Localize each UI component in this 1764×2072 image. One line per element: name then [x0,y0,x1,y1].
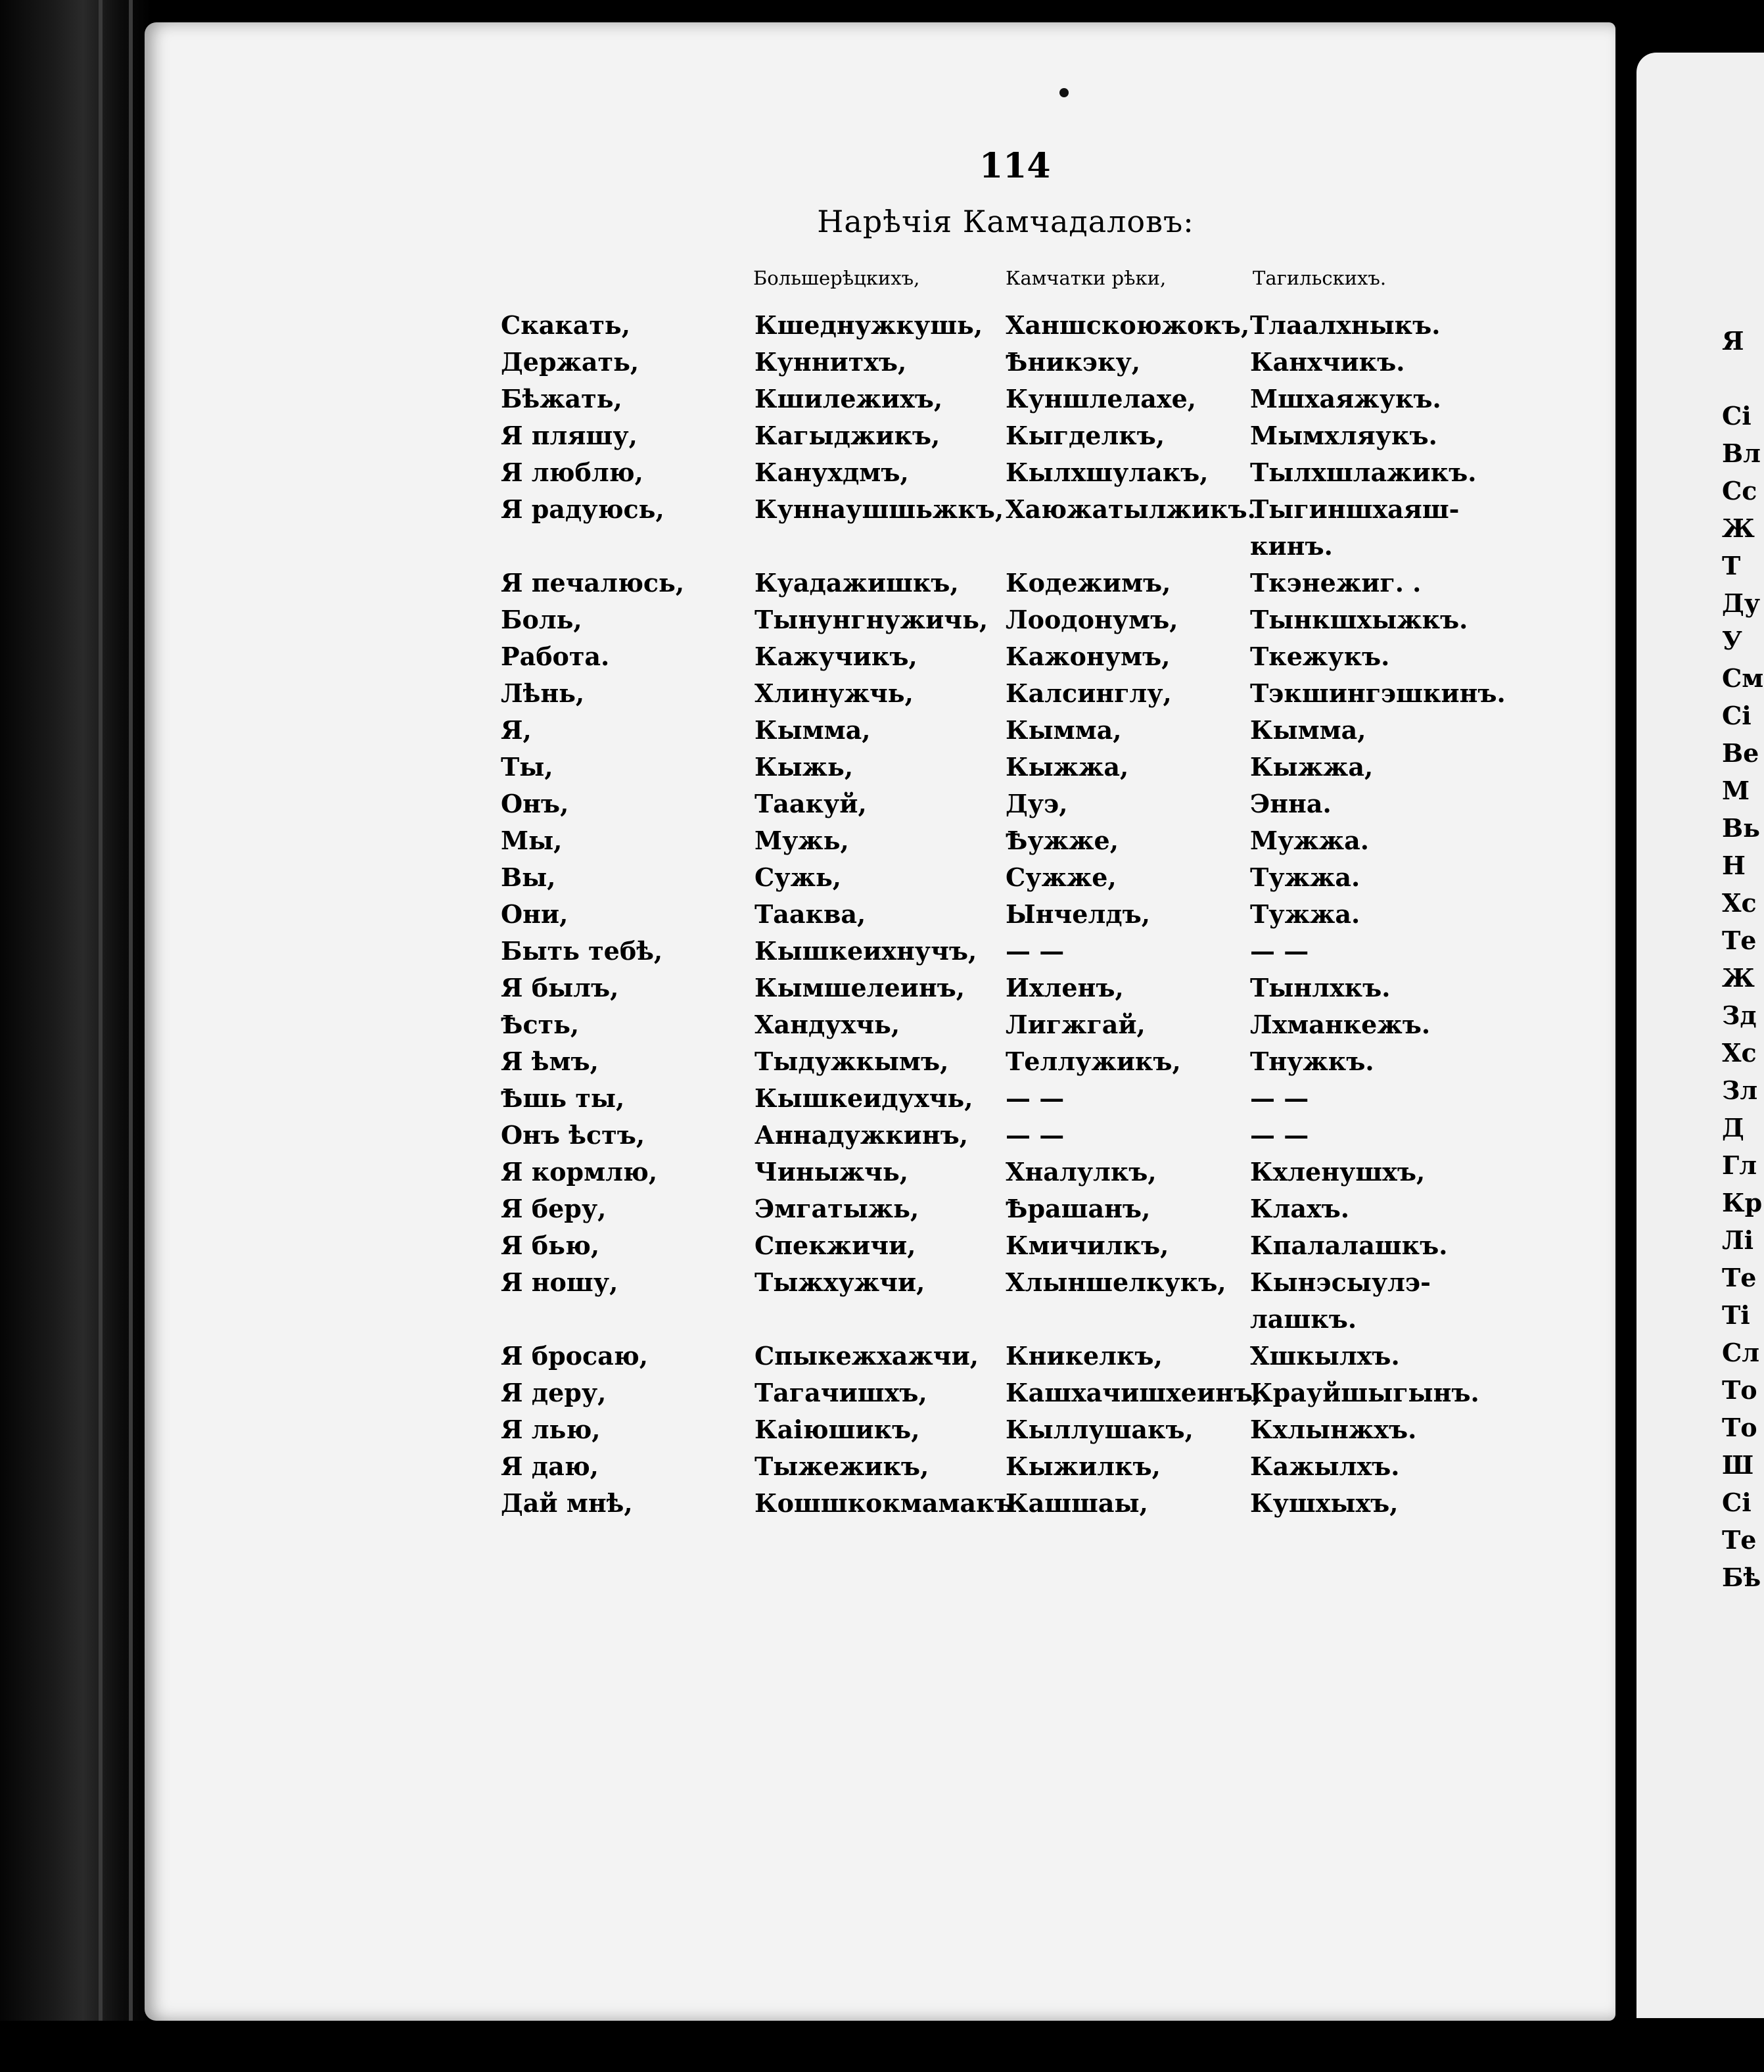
russian-word: Я пляшу, [501,421,638,450]
dialect-word: Кашхачишхеинъ, [1006,1378,1262,1407]
dialect-word: Аннадужкинъ, [754,1120,969,1150]
table-row [494,1229,1480,1266]
russian-word: Ѣсть, [501,1010,580,1039]
russian-word: Я ношу, [501,1267,618,1297]
dialect-word: Кшеднужкушь, [754,310,983,340]
russian-word: Я ѣмъ, [501,1047,599,1076]
page-title: Нарѣчія Камчадаловъ: [817,204,1194,239]
table-row [494,456,1480,493]
russian-word: Я даю, [501,1451,599,1481]
russian-word: Я, [501,715,532,745]
dialect-word: лашкъ. [1250,1304,1357,1334]
russian-word: Быть тебѣ, [501,936,663,966]
table-row [494,1192,1480,1229]
table-row [494,972,1480,1008]
ink-dot [1059,88,1069,97]
dialect-word: Тынкшхыжкъ. [1250,605,1468,634]
table-row [494,1119,1480,1156]
table-row [494,530,1480,567]
dialect-word: Тынунгнужичь, [754,605,988,634]
table-row [494,1340,1480,1377]
fragment-line: Я [1722,326,1744,356]
russian-word: Ты, [501,752,553,782]
fragment-line: Те [1722,926,1757,955]
scan-border [0,2021,1764,2072]
dialect-word: Спыкежхажчи, [754,1341,979,1371]
dialect-word: Клахъ. [1250,1194,1350,1223]
dialect-word: Хаюжатылжикъ. [1006,494,1256,524]
dialect-word: Лхманкежъ. [1250,1010,1431,1039]
table-row [494,677,1506,714]
table-row [494,640,1480,677]
dialect-word: Ѣрашанъ, [1006,1194,1151,1223]
table-row [494,493,1480,530]
dialect-word: Крауйшыгынъ. [1250,1378,1479,1407]
table-row [494,751,1480,788]
dialect-word: Эмгатыжь, [754,1194,919,1223]
table-row [494,935,1480,972]
dialect-word: Кмичилкъ, [1006,1231,1169,1260]
dialect-word: Куадажишкъ, [754,568,959,598]
fragment-line: Гл [1722,1150,1757,1180]
dialect-word: Хлыншелкукъ, [1006,1267,1226,1297]
fragment-line: Кр [1722,1188,1763,1217]
dialect-word: Ткежукъ. [1250,642,1390,671]
dialect-word: Кпалалашкъ. [1250,1231,1448,1260]
dialect-word: Куннаушшьжкъ, [754,494,1004,524]
dialect-word: Кышкеидухчь, [754,1083,973,1113]
russian-word: Я печалюсь, [501,568,685,598]
fragment-line: Д [1722,1113,1744,1142]
russian-word: Я люблю, [501,458,643,487]
table-row [494,1266,1480,1303]
table-row [494,788,1480,824]
dialect-word: Куннитхъ, [754,347,907,377]
fragment-line: Сі [1722,701,1752,730]
dialect-word: Мымхляукъ. [1250,421,1437,450]
fragment-line: Ве [1722,738,1759,768]
fragment-line: Сі [1722,1488,1752,1517]
fragment-line: Те [1722,1525,1757,1555]
fragment-line: Сі [1722,401,1752,431]
dialect-word: Лигжгай, [1006,1010,1146,1039]
spine-edge-line [99,0,103,2072]
dialect-word: Тнужкъ. [1250,1047,1374,1076]
table-row [494,1450,1480,1487]
dialect-word: кинъ. [1250,531,1333,561]
russian-word: Я бросаю, [501,1341,648,1371]
table-row [494,567,1480,603]
dialect-word: Тыдужкымъ, [754,1047,949,1076]
russian-word: Они, [501,899,569,929]
fragment-line: Т [1722,551,1741,580]
russian-word: Ѣшь ты, [501,1083,625,1113]
fragment-line: То [1722,1413,1757,1442]
fragment-line: См [1722,663,1764,693]
russian-word: Я деру, [501,1378,607,1407]
fragment-line: Зд [1722,1001,1757,1030]
fragment-line: Ж [1722,963,1755,993]
dialect-word: Ткэнежиг. . [1250,568,1422,598]
table-row [494,1303,1480,1340]
fragment-line: Бѣ [1722,1563,1761,1592]
fragment-line: У [1722,626,1742,655]
dialect-word: — — [1006,1083,1065,1113]
dialect-word: Таакуй, [754,789,867,818]
dialect-word: Кыжжа, [1250,752,1374,782]
dialect-word: Тынлхкъ. [1250,973,1391,1002]
dialect-word: Тлаалхныкъ. [1250,310,1441,340]
fragment-line: Вл [1722,438,1761,468]
dialect-word: Кникелкъ, [1006,1341,1163,1371]
dialect-word: — — [1006,936,1065,966]
dialect-word: Кхлынжхъ. [1250,1415,1417,1444]
dialect-word: Кагыджикъ, [754,421,940,450]
fragment-line: Ж [1722,513,1755,543]
dialect-word: Лоодонумъ, [1006,605,1178,634]
russian-word: Онъ ѣстъ, [501,1120,645,1150]
dialect-word: Кхленушхъ, [1250,1157,1426,1187]
dialect-word: Тыгиншхаяш- [1250,494,1460,524]
russian-word: Онъ, [501,789,569,818]
dialect-word: Кажучикъ, [754,642,917,671]
dialect-word: Кымма, [754,715,871,745]
dialect-word: Тэкшингэшкинъ. [1250,678,1506,708]
dialect-word: Тылхшлажикъ. [1250,458,1477,487]
dialect-word: Кымма, [1006,715,1122,745]
fragment-line: Те [1722,1263,1757,1292]
fragment-line: Зл [1722,1075,1758,1105]
dialect-word: Куншлелахе, [1006,384,1196,413]
dialect-word: Тужжа. [1250,862,1360,892]
column-headers [723,267,1512,300]
russian-word: Я бью, [501,1231,600,1260]
dialect-word: Кыжжа, [1006,752,1129,782]
dialect-word: Кымма, [1250,715,1366,745]
dialect-word: Теллужикъ, [1006,1047,1181,1076]
dialect-word: Чиныжчь, [754,1157,908,1187]
right-page-text-fragment [1722,322,1764,1596]
dialect-word: Кошшкокмамакъ [754,1488,1013,1518]
dialect-word: Кажонумъ, [1006,642,1171,671]
dialect-word: Кышкеихнучъ, [754,936,977,966]
dialect-word: Мужжа. [1250,826,1369,855]
dialect-word: Кушхыхъ, [1250,1488,1399,1518]
dialect-word: Кыжилкъ, [1006,1451,1161,1481]
fragment-line: Лі [1722,1225,1754,1255]
table-row [494,1045,1480,1082]
dialect-word: Кыжь, [754,752,854,782]
dialect-word: Хлинужчь, [754,678,914,708]
table-row [494,603,1480,640]
dialect-word: Тагачишхъ, [754,1378,927,1407]
table-row [494,1082,1480,1119]
russian-word: Я былъ, [501,973,619,1002]
fragment-line: Сл [1722,1338,1760,1367]
column-header: Камчатки рѣки, [1006,267,1167,289]
fragment-line: Хс [1722,1038,1757,1068]
column-header: Тагильскихъ. [1253,267,1387,289]
fragment-line: Н [1722,851,1746,880]
dialect-word: Ѣужже, [1006,826,1119,855]
fragment-line [1722,360,1764,397]
spine-edge-line [129,0,133,2072]
fragment-line: То [1722,1375,1757,1405]
dialect-word: Кажылхъ. [1250,1451,1400,1481]
dialect-word: Тужжа. [1250,899,1360,929]
dialect-word: Канухдмъ, [754,458,909,487]
dialect-word: Тааква, [754,899,866,929]
table-row [494,419,1480,456]
table-row [494,1377,1480,1413]
dialect-word: — — [1250,1120,1309,1150]
dialect-word: Дуэ, [1006,789,1068,818]
dialect-word: — — [1250,1083,1309,1113]
dialect-word: Ихленъ, [1006,973,1124,1002]
russian-word: Я радуюсь, [501,494,664,524]
russian-word: Бѣжать, [501,384,622,413]
russian-word: Я лью, [501,1415,601,1444]
vocabulary-table [494,309,1506,1524]
dialect-word: Спекжичи, [754,1231,916,1260]
table-row [494,1487,1480,1524]
russian-word: Мы, [501,826,563,855]
dialect-word: Тыжхужчи, [754,1267,925,1297]
dialect-word: Ынчелдъ, [1006,899,1150,929]
dialect-word: Хналулкъ, [1006,1157,1157,1187]
russian-word: Скакать, [501,310,630,340]
dialect-word: Сужже, [1006,862,1117,892]
fragment-line: М [1722,776,1750,805]
table-row [494,383,1480,419]
dialect-word: Кынэсыулэ- [1250,1267,1431,1297]
dialect-word: Кыгделкъ, [1006,421,1165,450]
dialect-word: Кашшаы, [1006,1488,1148,1518]
fragment-line: Вь [1722,813,1760,843]
russian-word: Боль, [501,605,582,634]
dialect-word: Калсинглу, [1006,678,1172,708]
table-row [494,346,1480,383]
dialect-word: Мужь, [754,826,849,855]
dialect-word: Кыллушакъ, [1006,1415,1194,1444]
russian-word: Вы, [501,862,556,892]
table-row [494,824,1480,861]
dialect-word: — — [1006,1120,1065,1150]
dialect-word: — — [1250,936,1309,966]
dialect-word: Кодежимъ, [1006,568,1171,598]
dialect-word: Ханшскоюжокъ, [1006,310,1250,340]
dialect-word: Энна. [1250,789,1332,818]
fragment-line: Ш [1722,1450,1754,1480]
russian-word: Я кормлю, [501,1157,658,1187]
dialect-word: Кымшелеинъ, [754,973,965,1002]
russian-word: Я беру, [501,1194,607,1223]
dialect-word: Мшхаяжукъ. [1250,384,1441,413]
page-number: 114 [979,146,1051,186]
dialect-word: Сужь, [754,862,841,892]
russian-word: Лѣнь, [501,678,585,708]
table-row [494,1156,1480,1192]
fragment-line: Ду [1722,588,1761,618]
dialect-word: Хшкылхъ. [1250,1341,1400,1371]
table-row [494,1413,1480,1450]
dialect-word: Кылхшулакъ, [1006,458,1209,487]
russian-word: Держать, [501,347,639,377]
russian-word: Работа. [501,642,610,671]
russian-word: Дай мнѣ, [501,1488,633,1518]
table-row [494,898,1480,935]
fragment-line: Ті [1722,1300,1750,1330]
table-row [494,309,1480,346]
column-header: Большерѣцкихъ, [753,267,920,289]
dialect-word: Тыжежикъ, [754,1451,929,1481]
fragment-line: Сс [1722,476,1757,506]
dialect-word: Каіюшикъ, [754,1415,920,1444]
table-row [494,714,1480,751]
dialect-word: Канхчикъ. [1250,347,1405,377]
table-row [494,861,1480,898]
table-row [494,1008,1480,1045]
dialect-word: Ѣникэку, [1006,347,1141,377]
dialect-word: Кшилежихъ, [754,384,943,413]
dialect-word: Хандухчь, [754,1010,900,1039]
fragment-line: Хс [1722,888,1757,918]
